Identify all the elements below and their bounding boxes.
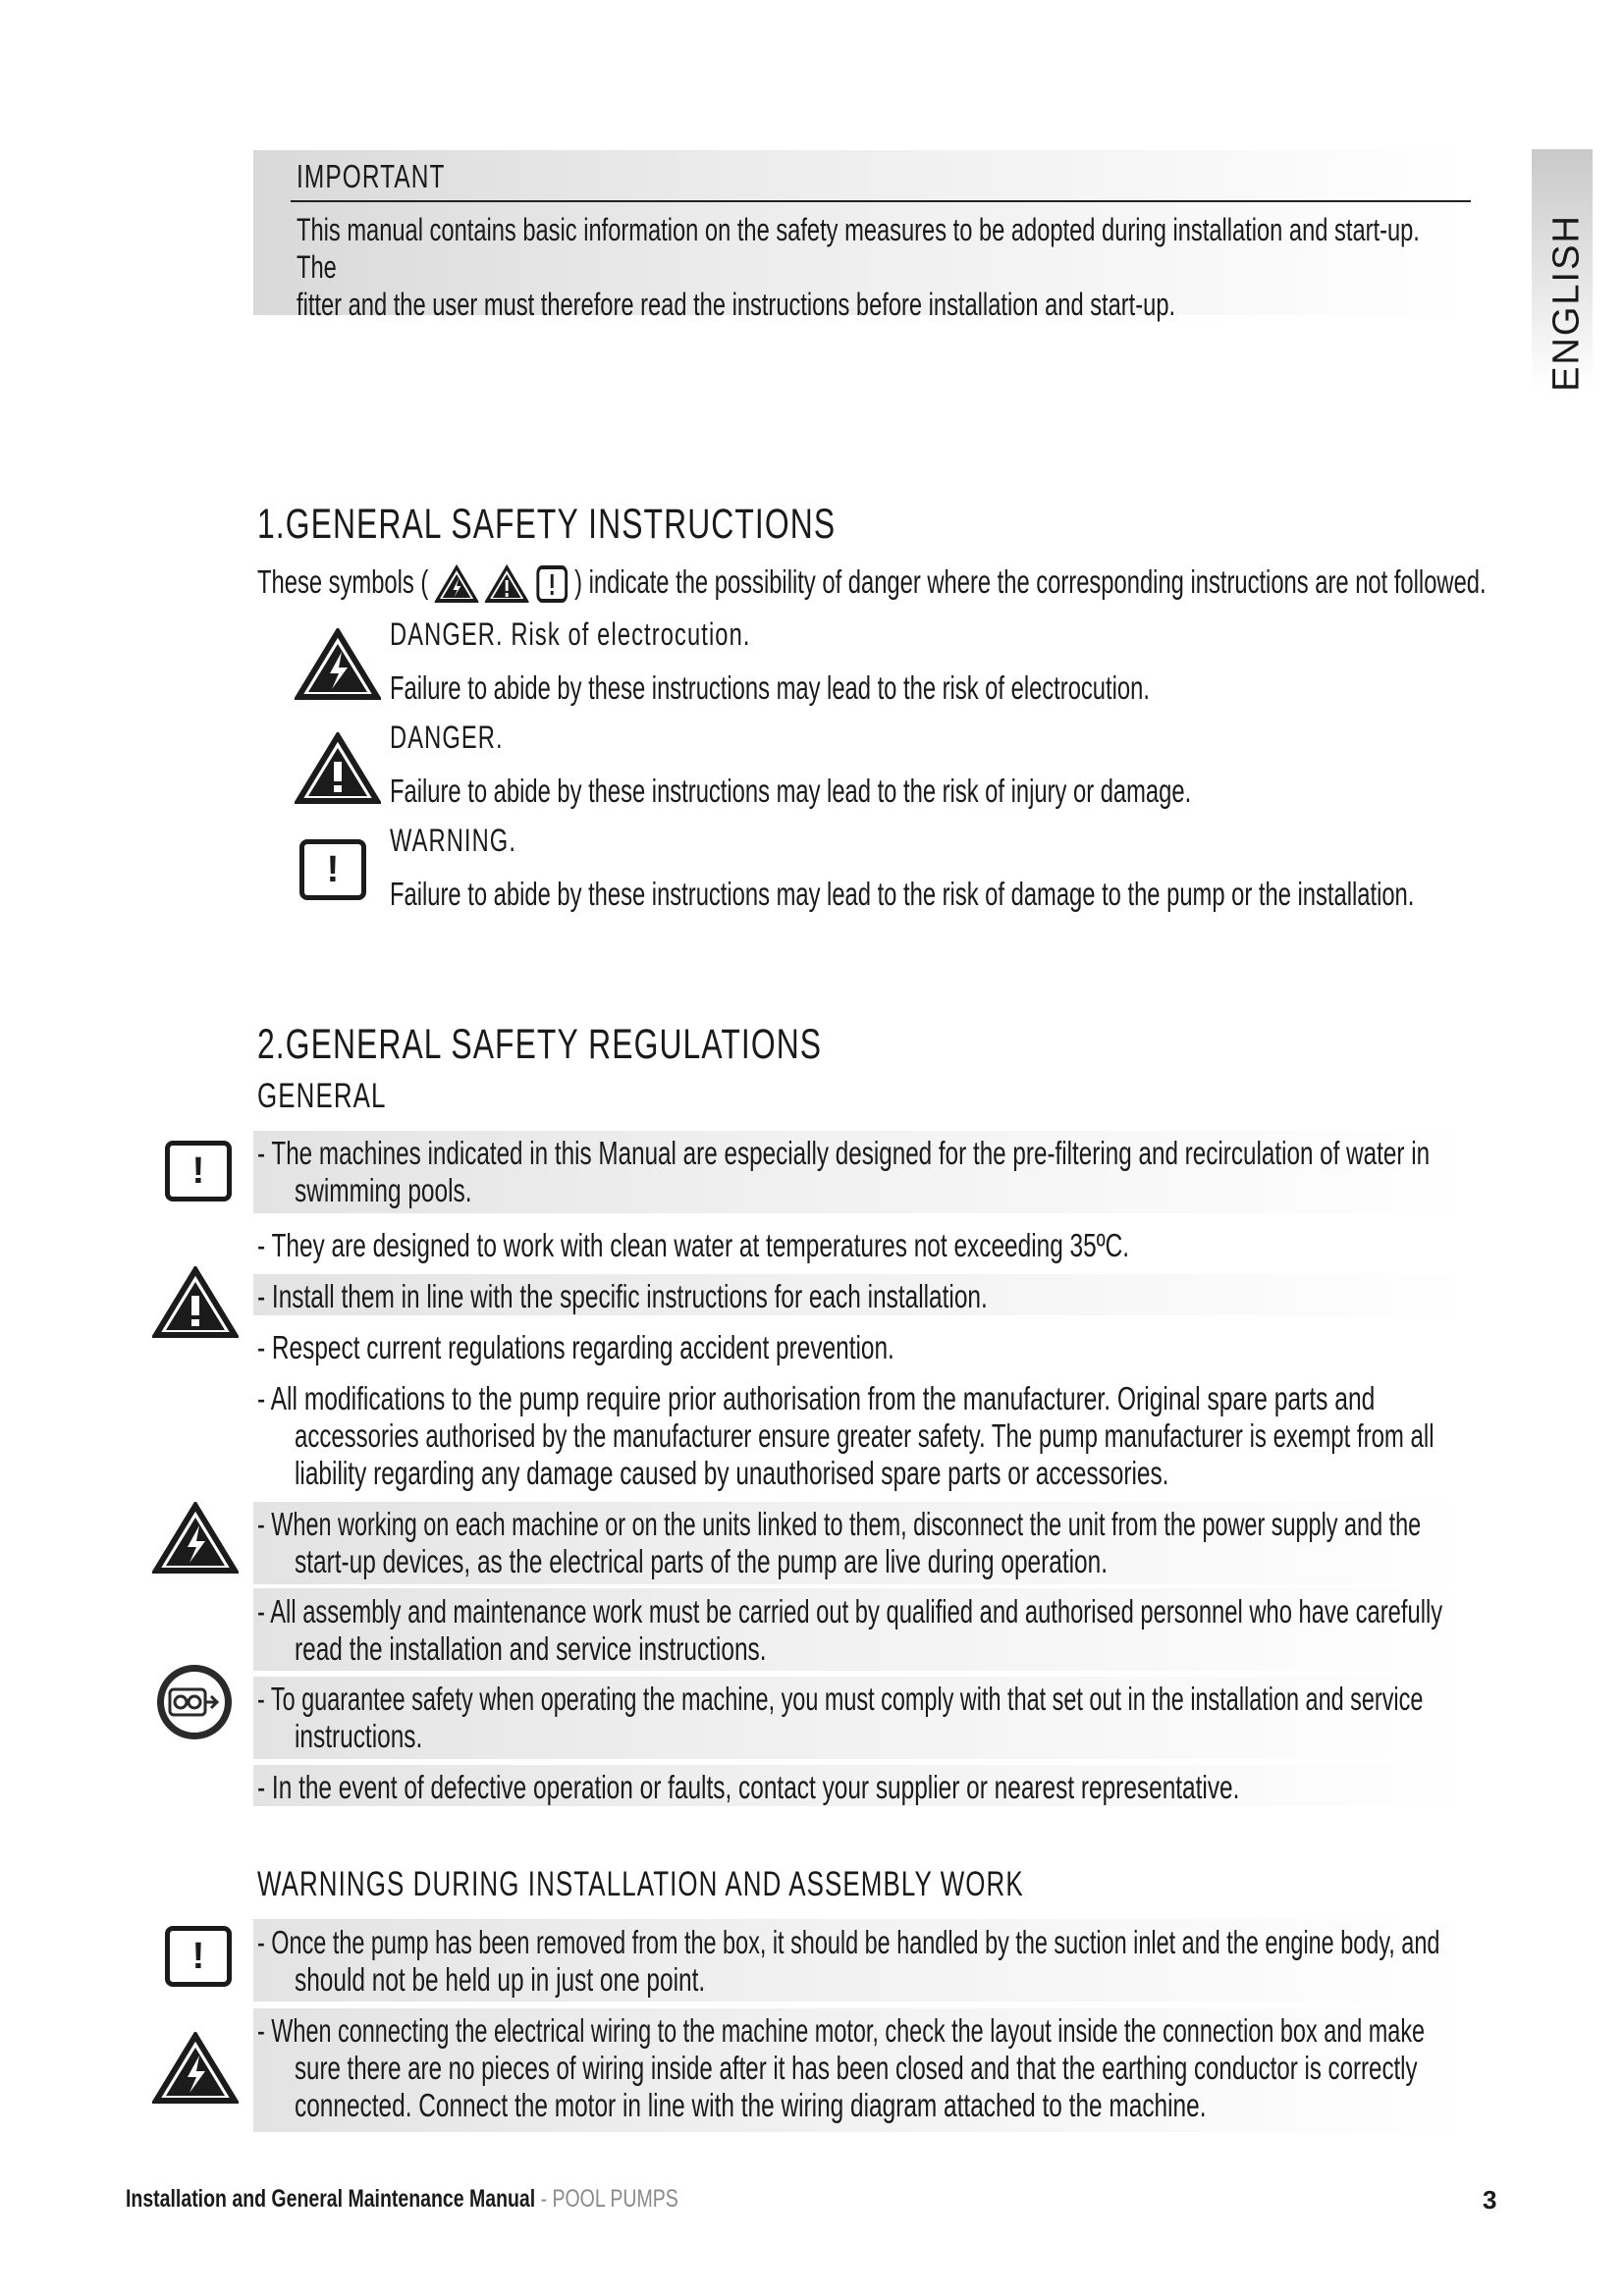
general-item: - All assembly and maintenance work must be carried out by qualified and authorised personnel who have carefully — [257, 1593, 1443, 1629]
intro-text-after: ) indicate the possibility of danger where the corresponding instructions are not followed. — [574, 563, 1487, 600]
warnings-item: - Once the pump has been removed from the box, it should be handled by the suction inlet and the engine body, and — [257, 1924, 1440, 1960]
electric-danger-triangle-icon — [152, 1502, 239, 1575]
general-item: - They are designed to work with clean water at temperatures not exceeding 35ºC. — [257, 1227, 1130, 1263]
general-item: - Respect current regulations regarding accident prevention. — [257, 1329, 894, 1365]
warning-box-icon: ! — [165, 1926, 232, 1987]
general-item: - All modifications to the pump require prior authorisation from the manufacturer. Original spare parts and — [257, 1380, 1376, 1416]
warnings-item-continued: should not be held up in just one point. — [295, 1961, 706, 1998]
electric-danger-triangle-icon — [295, 628, 381, 701]
general-item: - When working on each machine or on the units linked to them, disconnect the unit from the power supply and the — [257, 1506, 1422, 1542]
language-tab — [1532, 149, 1593, 390]
danger-triangle-icon — [152, 1266, 239, 1339]
important-text — [297, 211, 1453, 323]
footer-subtitle: - POOL PUMPS — [535, 2185, 678, 2213]
page-number: 3 — [1483, 2185, 1497, 2215]
warnings-heading: WARNINGS DURING INSTALLATION AND ASSEMBLY WORK — [257, 1865, 1024, 1903]
section-2-title: 2.GENERAL SAFETY REGULATIONS — [257, 1021, 823, 1068]
general-item-continued: instructions. — [295, 1718, 423, 1754]
general-item: - Install them in line with the specific instructions for each installation. — [257, 1278, 988, 1314]
general-item-continued: swimming pools. — [295, 1172, 472, 1208]
danger-triangle-icon — [485, 564, 529, 604]
general-item-continued: accessories authorised by the manufacturer ensure greater safety. The pump manufacturer is exempt from all — [295, 1417, 1435, 1454]
danger-triangle-icon — [295, 732, 381, 805]
warning-text: Failure to abide by these instructions may lead to the risk of damage to the pump or the installation. — [390, 876, 1415, 912]
warnings-item-continued: sure there are no pieces of wiring inside after it has been closed and that the earthing conductor is correctly — [295, 2050, 1418, 2086]
warning-heading: WARNING. — [390, 823, 517, 858]
danger-electrocution-heading: DANGER. Risk of electrocution. — [390, 616, 751, 652]
warning-box-icon: ! — [165, 1141, 232, 1201]
general-item-continued: read the installation and service instructions. — [295, 1630, 767, 1667]
general-item: - To guarantee safety when operating the machine, you must comply with that set out in the installation and service — [257, 1681, 1424, 1717]
important-title: IMPORTANT — [297, 158, 446, 194]
footer-manual-title: Installation and General Maintenance Manual — [126, 2185, 536, 2213]
general-item: - The machines indicated in this Manual are especially designed for the pre-filtering and recirculation of water in — [257, 1135, 1431, 1171]
danger-electrocution-text: Failure to abide by these instructions may lead to the risk of electrocution. — [390, 669, 1150, 706]
intro-text-before: These symbols ( — [257, 563, 429, 600]
warnings-item: - When connecting the electrical wiring to the machine motor, check the layout inside the connection box and make — [257, 2012, 1426, 2049]
important-divider — [291, 200, 1471, 202]
section-1-title: 1.GENERAL SAFETY INSTRUCTIONS — [257, 501, 837, 548]
warning-box-icon: ! — [299, 839, 366, 900]
warning-box-icon — [535, 564, 568, 604]
danger-text: Failure to abide by these instructions may lead to the risk of injury or damage. — [390, 773, 1192, 809]
important-notice — [253, 150, 1471, 322]
electric-danger-triangle-icon — [435, 564, 479, 604]
general-item-continued: liability regarding any damage caused by unauthorised spare parts or accessories. — [295, 1455, 1169, 1491]
language-label: ENGLISH — [1545, 214, 1588, 392]
warnings-item-continued: connected. Connect the motor in line with the wiring diagram attached to the machine. — [295, 2087, 1207, 2123]
important-line: fitter and the user must therefore read the instructions before installation and start-up. — [297, 287, 1176, 322]
read-manual-icon — [154, 1662, 235, 1742]
general-item-continued: start-up devices, as the electrical parts of the pump are live during operation. — [295, 1543, 1109, 1579]
important-line: This manual contains basic information on the safety measures to be adopted during installation and start-up. The — [297, 212, 1420, 285]
symbols-intro — [257, 563, 1593, 601]
danger-heading: DANGER. — [390, 720, 504, 755]
general-heading: GENERAL — [257, 1077, 387, 1115]
general-item: - In the event of defective operation or faults, contact your supplier or nearest representative. — [257, 1769, 1240, 1805]
footer-title — [126, 2185, 834, 2214]
electric-danger-triangle-icon — [152, 2032, 239, 2105]
